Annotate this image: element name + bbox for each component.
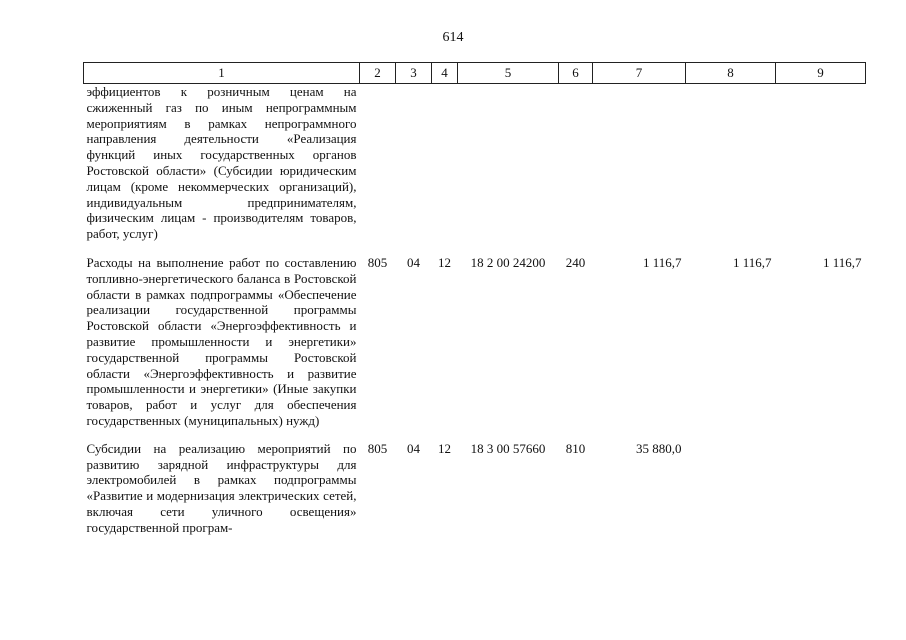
column-header: 3 [396,63,432,84]
amount-col8: 1 116,7 [732,254,772,270]
section-code [396,84,432,255]
section-code: 04 [407,254,420,270]
section-code: 04 [407,440,420,456]
column-header: 5 [458,63,559,84]
target-article-code [458,84,559,255]
table-header-row [84,63,866,84]
expense-name: эффициентов к розничным ценам на сжиженный газ по иным непрограммным мероприятиям в рамках непрограммного направления деятельности «Реализация функций иных государственных органов Ростовской области» (Субсидии юридическим лицам (кроме некоммерческих организаций), индивидуальным предпринимателям, физическим лицам - производителям товаров, работ, услуг) [86,84,357,242]
ministry-code: 805 [367,254,388,270]
column-header: 9 [776,63,866,84]
amount-col7: 1 116,7 [642,254,682,270]
amount-col7 [593,84,686,255]
expense-type-code: 810 [565,440,586,456]
expense-type-code: 240 [565,254,586,270]
amount-col8 [686,84,776,255]
amount-col8 [686,441,776,536]
subsection-code [432,84,458,255]
expense-name: Субсидии на реализацию мероприятий по развитию зарядной инфраструктуры для электромобилей в рамках подпрограммы «Развитие и модернизация электрических сетей, включая сети уличного освещения» государственной програм- [86,440,357,535]
table-row [84,441,866,536]
expense-type-code [559,84,593,255]
column-header: 7 [593,63,686,84]
page-number: 614 [442,30,464,45]
subsection-code: 12 [438,254,451,270]
column-header: 6 [559,63,593,84]
ministry-code [360,84,396,255]
column-header: 8 [686,63,776,84]
expense-name: Расходы на выполнение работ по составлению топливно-энергетического баланса в Ростовской области в рамках подпрограммы «Обеспечение реализации государственной программы Ростовской области «Энергоэффективность и развитие промышленности и энергетики» государственной программы Ростовской области «Энергоэффективность и развитие промышленности и энергетики» (Иные закупки товаров, работ и услуг для обеспечения государственных (муниципальных) нужд) [86,254,357,428]
amount-col9 [776,84,866,255]
budget-table [83,62,866,536]
target-article-code: 18 2 00 24200 [470,254,546,270]
amount-col9 [776,441,866,536]
subsection-code: 12 [438,440,451,456]
table-row [84,255,866,441]
column-header: 4 [432,63,458,84]
table-row [84,84,866,255]
amount-col7: 35 880,0 [636,440,682,456]
column-header: 1 [84,63,360,84]
target-article-code: 18 3 00 57660 [470,440,546,456]
ministry-code: 805 [367,440,388,456]
column-header: 2 [360,63,396,84]
amount-col9: 1 116,7 [822,254,862,270]
